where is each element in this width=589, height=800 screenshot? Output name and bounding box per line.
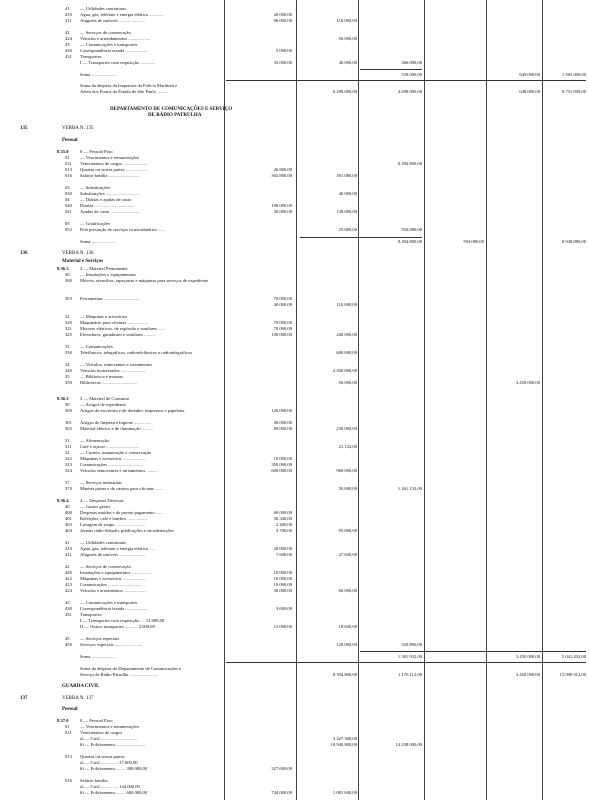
line-description: Salário-família [80, 778, 108, 783]
amount-col-2: 138.000,00 [336, 209, 357, 214]
sum-rule [360, 651, 586, 652]
line-code: 8.37.0 [57, 718, 69, 723]
line-description: Soma ..................... [80, 72, 116, 77]
amount-col-2: 27.600,00 [338, 552, 357, 557]
item-code: 31 [65, 438, 70, 443]
budget-line [0, 766, 589, 772]
amount-col-5: 3.450.000,00 [515, 380, 540, 385]
amount-col-3: 539.000,00 [401, 72, 422, 77]
line-description: Agua, gás, telefone e energia elétrica ..... [80, 546, 155, 551]
line-description: Comunicações .............................. [80, 462, 143, 467]
budget-line [0, 528, 589, 534]
item-code: 324 [65, 468, 72, 473]
amount-col-2: 6.298.000,00 [332, 89, 357, 94]
amount-col-1: 10.000,00 [273, 456, 292, 461]
item-code: 431 [65, 612, 72, 617]
line-description: Agua, gás, telefone e energia elétrica ............. [80, 12, 164, 17]
line-description: Veículos e arreamentos .................... [80, 588, 147, 593]
line-description: Aluguéis de imóveis ....................... [80, 552, 146, 557]
line-description: Despesas miúdas e de pronto pagamento ...... [80, 510, 163, 515]
line-description: Quartas ou sextas partes ................... [80, 167, 148, 172]
line-description: Comunicações .............................. [80, 582, 143, 587]
budget-line [0, 332, 589, 338]
item-code: 330 [65, 350, 72, 355]
item-code: 30 [65, 402, 70, 407]
line-description: Soma ..................... [80, 239, 116, 244]
budget-line [0, 642, 589, 648]
budget-line [0, 552, 589, 558]
item-code: 052 [65, 227, 72, 232]
budget-line [0, 89, 589, 95]
amount-col-2: 25.000,00 [338, 227, 357, 232]
amount-col-3: 1.176.112,00 [398, 672, 422, 677]
line-description: Motores elétricos, de explosão e similares ...... [80, 326, 166, 331]
margin-number: 137 [20, 696, 28, 701]
item-code: 45 [65, 636, 70, 641]
item-code: 01 [65, 724, 70, 729]
amount-col-2: 3.427.300,00 [332, 736, 357, 741]
sum-rule [360, 69, 422, 70]
item-code: 016 [65, 173, 72, 178]
department-title-2: DE RÁDIO PATRULHA [148, 113, 202, 118]
amount-col-2: 2.500.000,00 [332, 368, 357, 373]
amount-col-1: 40.000,00 [273, 302, 292, 307]
item-code: 041 [65, 209, 72, 214]
item-code: 404 [65, 528, 72, 533]
line-description: a) — Civil ............... 37.600,00 [80, 760, 138, 765]
line-description: — Instalações e equipamentos [80, 272, 136, 277]
budget-line [0, 18, 589, 24]
line-description: — Serviços industriais [80, 480, 122, 485]
budget-line [0, 624, 589, 630]
amount-col-2: 95.000,00 [338, 528, 357, 533]
line-description: Veículos e arrendamentos ................... [80, 36, 151, 41]
amount-col-2: 18.600,00 [338, 624, 357, 629]
item-code: 400 [65, 510, 72, 515]
amount-col-1: 30.000,00 [273, 209, 292, 214]
amount-col-2: 960.000,00 [336, 468, 357, 473]
budget-line [0, 790, 589, 796]
line-description: — Serviços especiais [80, 636, 120, 641]
line-description: — Custeio, manutenção e conservação [80, 450, 152, 455]
budget-line [0, 408, 589, 414]
amount-col-1: 327.600,00 [271, 766, 292, 771]
line-description: Transportes [80, 54, 102, 59]
line-description: — Gastos gerais [80, 504, 111, 509]
item-code: 424 [65, 588, 72, 593]
item-code: 322 [65, 456, 72, 461]
line-description: — Alimentação [80, 438, 109, 443]
line-description: a) — Civil ................................ [80, 736, 138, 741]
budget-line [0, 209, 589, 215]
item-code: 403 [65, 522, 72, 527]
budget-line [0, 173, 589, 179]
item-code: 311 [65, 444, 72, 449]
amount-col-1: 80.000,00 [273, 426, 292, 431]
amount-col-6: 9.731.000,00 [561, 89, 586, 94]
budget-line [0, 227, 589, 233]
line-code: 8.36.4 [57, 498, 69, 503]
amount-col-1: 35.000,00 [273, 60, 292, 65]
line-description: — Comunicações e transportes [80, 600, 138, 605]
item-code: 423 [65, 582, 72, 587]
amount-col-1: 3.600,00 [275, 606, 292, 611]
item-code: 430 [65, 606, 72, 611]
amount-col-1: 70.000,00 [273, 320, 292, 325]
item-code: 350 [65, 380, 72, 385]
budget-line [0, 239, 589, 245]
item-code: 30 [65, 272, 70, 277]
amount-col-3: 8.394.800,00 [397, 161, 422, 166]
amount-col-1: 5.000,00 [275, 48, 292, 53]
line-description: Transportes [80, 612, 102, 617]
amount-col-1: 20.000,00 [273, 12, 292, 17]
amount-col-2: 116.000,00 [336, 18, 357, 23]
amount-col-1: 3.700,00 [275, 528, 292, 533]
amount-col-3: 320.800,00 [401, 642, 422, 647]
line-description: Café e açúcar ............................. [80, 444, 140, 449]
amount-col-3: 366.000,00 [401, 60, 422, 65]
line-description: — Serviços de conservação [80, 30, 131, 35]
line-description: Vencimentos de cargos [80, 730, 123, 735]
line-description: Soma ..................... [80, 654, 116, 659]
amount-col-6: 8.948.880,00 [561, 239, 586, 244]
line-description: Ajudas de custo ........................... [80, 209, 142, 214]
sum-rule [226, 80, 586, 81]
amount-col-1: 30.000,00 [273, 420, 292, 425]
item-code: 42 [65, 30, 70, 35]
budget-line [0, 380, 589, 386]
line-description: — Diárias e ajudas de custo [80, 197, 132, 202]
amount-col-2: 600.000,00 [336, 350, 357, 355]
item-code: 011 [65, 161, 72, 166]
item-code: 013 [65, 167, 72, 172]
amount-col-1: 7.600,00 [275, 552, 292, 557]
line-code: 8.36.3 [57, 266, 69, 271]
verba-subtitle: Pessoal [62, 707, 78, 712]
line-description: Móveis, utensílios, tapeçarias e máquinas para serviços de expediente [80, 278, 209, 283]
item-code: 016 [65, 778, 72, 783]
line-description: — Vencimentos e remunerações [80, 724, 140, 729]
line-description: Serviços especiais ........................ [80, 642, 143, 647]
budget-line [0, 588, 589, 594]
item-code: 320 [65, 320, 72, 325]
line-description: — Vencimentos e remunerações [80, 155, 140, 160]
item-code: 323 [65, 462, 72, 467]
amount-col-2: 50.000,00 [338, 380, 357, 385]
amount-col-1: 363.880,00 [271, 173, 292, 178]
item-code: 01 [65, 155, 70, 160]
amount-col-1: 108.000,00 [271, 203, 292, 208]
item-code: 401 [65, 516, 72, 521]
amount-col-3: 1.581.932,00 [397, 654, 422, 659]
budget-line [0, 672, 589, 678]
line-description: Aluguéis de imóveis ....................... [80, 18, 146, 23]
line-description: Artigos de limpeza e higiene ............... [80, 420, 152, 425]
item-code: 450 [65, 642, 72, 647]
line-description: 3 — Material Permanente [80, 266, 128, 271]
verba-label: VERBA N. 135 [62, 126, 94, 131]
line-description: Bibliotecas ............................... [80, 380, 138, 385]
item-code: 411 [65, 552, 72, 557]
amount-col-2: 120.000,00 [336, 642, 357, 647]
line-description: Instalações e equipamentos ................. [80, 570, 151, 575]
amount-col-1: 30.340,00 [273, 516, 292, 521]
budget-line [0, 72, 589, 78]
item-code: 011 [65, 730, 72, 735]
item-code: 43 [65, 42, 70, 47]
line-description: Matéria prima e de custeio para oficinas ...... [80, 486, 162, 491]
line-description: — Utilidades contratuais [80, 6, 126, 11]
line-description: — Veículos, semoventes e arreamentos [80, 362, 152, 367]
line-description: Correspondência taxada .................... [80, 606, 149, 611]
line-description: Diárias ................................... [80, 203, 135, 208]
amount-col-2: 40.000,00 [338, 191, 357, 196]
item-code: 430 [65, 48, 72, 53]
line-description: Aérea dos Portos do Estado de São Paulo .......... [80, 89, 169, 94]
amount-col-2: 21.132,00 [338, 444, 357, 449]
amount-col-1: 10.000,00 [273, 576, 292, 581]
line-description: — Serviços de conservação [80, 564, 131, 569]
amount-col-2: 240.000,00 [336, 332, 357, 337]
line-description: Pela prestação de serviços extraordinários ...... [80, 227, 166, 232]
amount-col-1: 100.000,00 [271, 332, 292, 337]
budget-line [0, 486, 589, 492]
line-description: — Artigos de expediente [80, 402, 126, 407]
amount-col-5: 648.000,00 [519, 89, 540, 94]
item-code: 424 [65, 36, 72, 41]
line-description: b) — Policiamento .......................... [80, 742, 146, 747]
line-description: Lavagem de roupa .......................... [80, 522, 146, 527]
line-description: Soma da despesa do Departamento de Comunicações e [80, 666, 182, 671]
amount-col-5: 649.000,00 [519, 72, 540, 77]
amount-col-1: 26.800,00 [273, 167, 292, 172]
line-description: — Utilidades contratuais [80, 540, 126, 545]
sum-rule [226, 662, 586, 663]
budget-line [0, 60, 589, 66]
item-code: 370 [65, 486, 72, 491]
line-description: 0 — Pessoal Fixo [80, 718, 113, 723]
item-code: 42 [65, 564, 70, 569]
amount-col-2: 10.940.800,00 [330, 742, 357, 747]
budget-line [0, 426, 589, 432]
item-code: 013 [65, 754, 72, 759]
item-code: 04 [65, 197, 70, 202]
item-code: 32 [65, 450, 70, 455]
item-code: 303 [65, 296, 72, 301]
amount-col-1: 10.000,00 [273, 570, 292, 575]
item-code: 302 [65, 426, 72, 431]
amount-col-1: 30.000,00 [273, 588, 292, 593]
margin-number: 135 [20, 126, 28, 131]
line-description: — Biblioteca e museus [80, 374, 123, 379]
item-code: 41 [65, 6, 70, 11]
amount-col-3: 594.080,00 [401, 227, 422, 232]
line-description: Jornais rádio-difusão, publicações e encadernações [80, 528, 174, 533]
amount-col-2: 50.000,00 [338, 36, 357, 41]
item-code: 35 [65, 374, 70, 379]
guard-title: GUARDA CIVIL [62, 684, 100, 689]
line-description: — Substituições [80, 185, 111, 190]
verba-subtitle: Pessoal [62, 138, 78, 143]
amount-col-2: 391.080,00 [336, 173, 357, 178]
line-description: Substituições ............................. [80, 191, 139, 196]
margin-number: 136 [20, 251, 28, 256]
line-description: Veículos motorizados ...................... [80, 368, 147, 373]
amount-col-1: 20.000,00 [273, 546, 292, 551]
verba-subtitle: Material e Serviços [62, 259, 104, 264]
budget-line [0, 468, 589, 474]
line-description: Máquinas e acessórios ..................... [80, 576, 147, 581]
item-code: 33 [65, 344, 70, 349]
line-description: I — Transportes com requisição ............. [80, 60, 156, 65]
amount-col-6: 13.990.912,00 [559, 672, 586, 677]
amount-col-1: 350.000,00 [271, 462, 292, 467]
line-description: — Comunicações [80, 344, 113, 349]
line-description: I — Transportes com requisição .... 13.000,00 [80, 618, 165, 623]
line-description: Vencimentos de cargos ..................... [80, 161, 148, 166]
amount-col-6: 5.041.432,00 [561, 654, 586, 659]
item-code: 40 [65, 504, 70, 509]
line-description: b) — Policiamento ........ 390.000,00 [80, 766, 148, 771]
amount-col-5: 3.450.000,00 [515, 654, 540, 659]
budget-line [0, 654, 589, 660]
item-code: 410 [65, 12, 72, 17]
amount-col-1: 15.000,00 [273, 624, 292, 629]
line-description: Veículos semoventes e arreamentos .......... [80, 468, 158, 473]
line-code: 8.35.0 [57, 149, 69, 154]
line-description: Telefônicos, telegráficos, radiotelefônicos e radiotelegráficos [80, 350, 193, 355]
line-description: 3 — Material de Consumo [80, 396, 129, 401]
amount-col-3: 4.698.000,00 [397, 89, 422, 94]
amount-col-3: 14.338.000,00 [395, 742, 422, 747]
amount-col-2: 60.000,00 [338, 588, 357, 593]
amount-col-2: 1.081.600,00 [332, 790, 357, 795]
line-description: a) — Civil ............... 144.000,00 [80, 784, 140, 789]
line-description: II — Outros transportes ........... 2.000,00 [80, 624, 155, 629]
amount-col-1: 2.200,00 [275, 522, 292, 527]
item-code: 325 [65, 332, 72, 337]
line-description: 4 — Despesas Diversas [80, 498, 124, 503]
item-code: 422 [65, 576, 72, 581]
line-description: Soma da despesa da Inspetoria da Polícia Marítima e [80, 83, 178, 88]
line-description: — Gratificações [80, 221, 111, 226]
line-description: Serviço de Rádio Patrulha ......................... [80, 672, 158, 677]
verba-label: VERBA N. 137 [62, 696, 94, 701]
amount-col-2: 230.000,00 [336, 426, 357, 431]
line-description: Quartas ou sextas partes [80, 754, 125, 759]
budget-line [0, 742, 589, 748]
item-code: 040 [65, 203, 72, 208]
amount-col-1: 96.000,00 [273, 18, 292, 23]
amount-col-3: 8.394.800,00 [397, 239, 422, 244]
line-description: Refeições, café e lanches .................. [80, 516, 148, 521]
amount-col-1: 120.000,00 [271, 408, 292, 413]
amount-col-3: 1.261.132,00 [397, 486, 422, 491]
item-code: 05 [65, 221, 70, 226]
line-description: b) — Policiamento ........ 600.000,00 [80, 790, 148, 795]
item-code: 321 [65, 326, 72, 331]
item-code: 03 [65, 185, 70, 190]
amount-col-2: 110.000,00 [336, 302, 357, 307]
line-description: — Comunicações e transportes [80, 42, 138, 47]
verba-label: VERBA N. 136 [62, 251, 94, 256]
item-code: 431 [65, 54, 72, 59]
amount-col-1: 70.000,00 [273, 326, 292, 331]
line-description: Ferramentas ............................... [80, 296, 140, 301]
line-description: — Máquinas e acessórios [80, 314, 128, 319]
line-code: 8.36.3 [57, 396, 69, 401]
amount-col-1: 10.000,00 [273, 582, 292, 587]
item-code: 301 [65, 420, 72, 425]
item-code: 420 [65, 570, 72, 575]
item-code: 43 [65, 600, 70, 605]
amount-col-1: 60.000,00 [273, 510, 292, 515]
sum-rule [300, 237, 422, 238]
item-code: 300 [65, 408, 72, 413]
amount-col-1: 70.000,00 [273, 296, 292, 301]
item-code: 340 [65, 368, 72, 373]
amount-col-2: 8.394.800,00 [332, 672, 357, 677]
amount-col-6: 1.565.000,00 [561, 72, 586, 77]
budget-line [0, 278, 589, 284]
item-code: 34 [65, 362, 70, 367]
amount-col-4: 594.080,00 [463, 239, 484, 244]
amount-col-1: 600.000,00 [271, 468, 292, 473]
item-code: 300 [65, 278, 72, 283]
line-description: Artigos de escritório e de desenho, impressos e papelaria [80, 408, 185, 413]
item-code: 32 [65, 314, 70, 319]
line-description: Máquinas e acessórios ..................... [80, 456, 147, 461]
amount-col-5: 3.450.000,00 [515, 672, 540, 677]
item-code: 37 [65, 480, 70, 485]
item-code: 030 [65, 191, 72, 196]
budget-line [0, 302, 589, 308]
item-code: 410 [65, 546, 72, 551]
line-description: Correspondência taxada .................... [80, 48, 149, 53]
line-description: Elevadores, guindastes e similares .......... [80, 332, 156, 337]
line-description: 0 — Pessoal Fixo [80, 149, 113, 154]
department-title-1: DEPARTAMENTO DE COMUNICAÇÕES E SERVIÇO [110, 107, 233, 112]
budget-line [0, 350, 589, 356]
line-description: Salário-família ........................... [80, 173, 140, 178]
amount-col-2: 40.000,00 [338, 60, 357, 65]
amount-col-1: 744.000,00 [271, 790, 292, 795]
line-description: Maquinário para oficinas .................. [80, 320, 148, 325]
amount-col-2: 50.000,00 [338, 486, 357, 491]
line-description: Material elétrico e de iluminação .......... [80, 426, 154, 431]
item-code: 41 [65, 540, 70, 545]
item-code: 411 [65, 18, 72, 23]
